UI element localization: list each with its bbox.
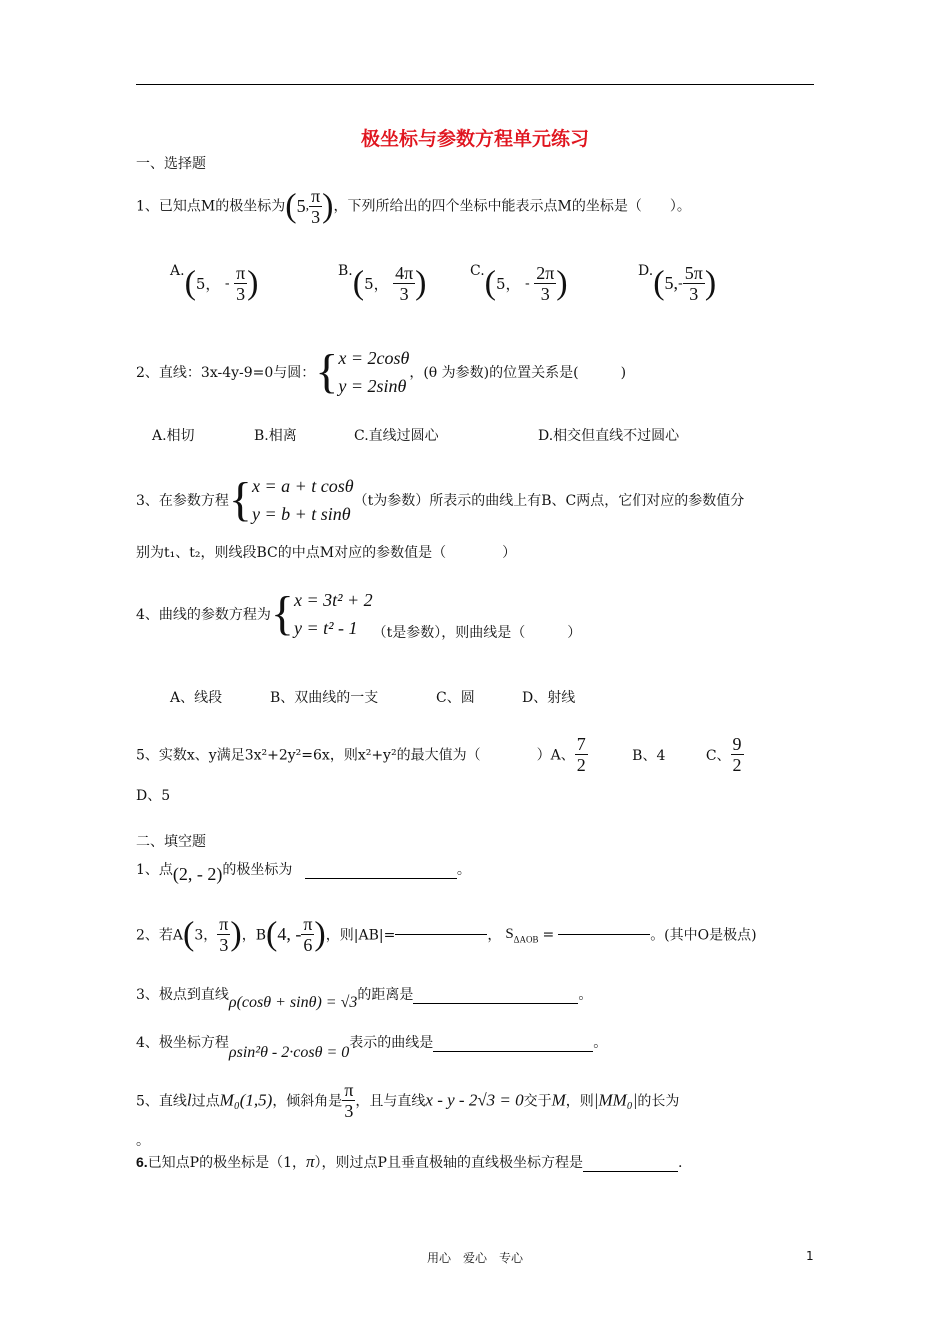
q2-option-a[interactable]: A.相切 <box>152 428 195 444</box>
fill-5: 5、直线l过点M₀(1,5)，倾斜角是 $\frac{\pi}{3}$ ，且与直线x - y - 2√3 = 0交于M，则|MM₀|的长为 <box>136 1080 680 1121</box>
q1-prefix: 1、已知点M的极坐标为 <box>136 198 286 215</box>
q1-point-angle: $\frac{\pi}{3}$ <box>311 186 321 227</box>
q4-option-a[interactable]: A、线段 <box>170 690 223 706</box>
question-5: 5、实数x、y满足3x²+2y²=6x，则x²+y²的最大值为（ ）A、 $\frac{7}{2}$ B、4 C、 $\frac{9}{2}$ <box>136 734 742 775</box>
header-rule <box>136 84 814 85</box>
fill-1: 1、点(2, - 2)的极坐标为 。 <box>136 862 471 884</box>
fill-6-blank[interactable] <box>583 1171 678 1172</box>
q3-system: x = a + t cosθ y = b + t sinθ <box>251 476 354 524</box>
q1-option-c[interactable]: C.(5， - $\frac{2\pi}{3}$ ) <box>470 263 568 304</box>
fill-3-blank[interactable] <box>413 1003 578 1004</box>
section-choice-heading: 一、选择题 <box>136 156 206 172</box>
question-2: 2、直线：3x-4y-9=0与圆：{ x = 2cosθ y = 2sinθ ，(θ 为参数)的位置关系是( ) <box>136 345 627 398</box>
q2-system: x = 2cosθ y = 2sinθ <box>338 348 410 396</box>
fill-4-blank[interactable] <box>433 1051 593 1052</box>
q1-suffix: ，下列所给出的四个坐标中能表示点M的坐标是（ ）。 <box>333 198 691 215</box>
q4-option-d[interactable]: D、射线 <box>522 690 576 706</box>
question-3-line2: 别为t₁、t₂，则线段BC的中点M对应的参数值是（ ） <box>136 545 517 561</box>
fill-3: 3、极点到直线ρ(cosθ + sinθ) = √3的距离是 。 <box>136 987 593 1011</box>
q1-point-r: 5 <box>296 196 306 216</box>
page-title: 极坐标与参数方程单元练习 <box>360 128 589 150</box>
question-3: 3、在参数方程{ x = a + t cosθ y = b + t sinθ （t为参数）所表示的曲线上有B、C两点，它们对应的参数值分 <box>136 473 745 526</box>
q4-system: x = 3t² + 2 y = t² - 1 <box>293 590 373 638</box>
q5-option-c-value[interactable]: $\frac{9}{2}$ <box>732 734 742 775</box>
q2-option-b[interactable]: B.相离 <box>254 428 297 444</box>
fill-4: 4、极坐标方程ρsin²θ - 2·cosθ = 0表示的曲线是 。 <box>136 1035 608 1061</box>
fill-6: 6.已知点P的极坐标是（1，π），则过点P且垂直极轴的直线极坐标方程是 . <box>136 1152 683 1171</box>
q1-option-b[interactable]: B.(5， $\frac{4\pi}{3}$ ) <box>338 263 427 304</box>
question-4: 4、曲线的参数方程为{ x = 3t² + 2 y = t² - 1 （t是参数），则曲线是（ ） <box>136 587 582 641</box>
fill-2: 2、若A(3， $\frac{\pi}{3}$ )，B(4, - $\frac{\pi}{6}$ )，则|AB|= ， $S_{\Delta AOB}$ = 。(其中O是极点) <box>136 914 757 955</box>
fill-2-ab-blank[interactable] <box>395 934 487 935</box>
q2-option-c[interactable]: C.直线过圆心 <box>354 428 439 444</box>
q5-option-a-value[interactable]: $\frac{7}{2}$ <box>576 734 586 775</box>
fill-5-line2: 。 <box>136 1133 150 1149</box>
q1-option-a[interactable]: A.(5， - $\frac{\pi}{3}$ ) <box>170 263 259 304</box>
q2-option-d[interactable]: D.相交但直线不过圆心 <box>538 428 680 444</box>
footer-slogan: 用心 爱心 专心 <box>426 1251 523 1265</box>
q5-option-b[interactable]: B、4 <box>632 747 666 764</box>
q1-option-d[interactable]: D.(5,- $\frac{5\pi}{3}$ ) <box>638 263 717 304</box>
q4-option-b[interactable]: B、双曲线的一支 <box>270 690 379 706</box>
fill-2-area-blank[interactable] <box>558 934 650 935</box>
page-number: 1 <box>806 1249 814 1263</box>
question-1: 1、已知点M的极坐标为(5, $\frac{\pi}{3}$ )，下列所给出的四个坐标中能表示点M的坐标是（ ）。 <box>136 186 691 227</box>
fill-1-blank[interactable] <box>305 878 457 879</box>
q4-option-c[interactable]: C、圆 <box>436 690 475 706</box>
section-fill-heading: 二、填空题 <box>136 834 206 850</box>
q5-option-d[interactable]: D、5 <box>136 788 171 804</box>
